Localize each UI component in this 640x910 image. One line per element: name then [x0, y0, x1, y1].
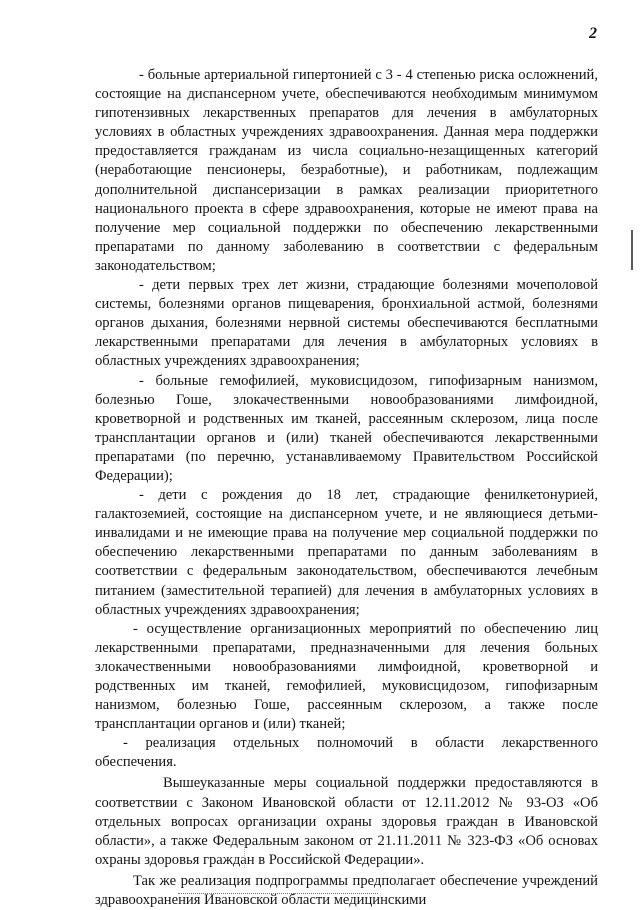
page-number: 2	[589, 25, 597, 42]
bottom-rule	[178, 893, 378, 894]
paragraph-organizational-measures: - осуществление организационных мероприятий по обеспечению лиц лекарственными препаратами, предназначенными для лечения больных злокачественными новообразованиями лимфоидной, кроветворной и родственных им тканей, гемофилией, муковисцидозом, гипофизарным нанизмом, болезнью Гоше, рассеянным склерозом, а также после трансплантации органов и (или) тканей;	[95, 620, 598, 733]
paragraph-subprogram: Так же реализация подпрограммы предполагает обеспечение учреждений здравоохранения Ивановской области медицинскими	[95, 872, 598, 909]
paragraph-hemophilia: - больные гемофилией, муковисцидозом, гипофизарным нанизмом, болезнью Гоше, злокачественными новообразованиями лимфоидной, кроветворной и родственных им тканей, рассеянным склерозом, лица после трансплантации органов и (или) тканей обеспечиваются лекарственными препаратами (по перечню, устанавливаемому Правительством Российской Федерации);	[95, 372, 598, 484]
paragraph-powers: - реализация отдельных полномочий в области лекарственного обеспечения.	[95, 735, 598, 771]
scan-edge-mark	[631, 230, 633, 270]
paragraph-hypertension: - больные артериальной гипертонией с 3 - 4 степенью риска осложнений, состоящие на диспансерном учете, обеспечиваются необходимым минимумом гипотензивных лекарственных препаратов для лечения в амбулаторных условиях в областных учреждениях здравоохранения. Данная мера поддержки предоставляется гражданам из числа социально-незащищенных категорий (неработающие пенсионеры, безработные), и работникам, подлежащим дополнительной диспансеризации в рамках реализации приоритетного национального проекта в сфере здравоохранения, которые не имеют права на получение мер социальной поддержки по обеспечению лекарственными препаратами по данному заболеванию в соответствии с федеральным законодательством;	[95, 67, 598, 274]
scan-artifact	[244, 840, 246, 868]
paragraph-legal-basis: Вышеуказанные меры социальной поддержки предоставляются в соответствии с Законом Ивановской области от 12.11.2012 № 93-ОЗ «Об отдельных вопросах организации охраны здоровья граждан в Ивановской области», а также Федеральным законом от 21.11.2011 № 323-ФЗ «Об основах охраны здоровья граждан в Российской Федерации».	[95, 775, 598, 868]
document-body	[95, 66, 598, 910]
paragraph-phenylketonuria: - дети с рождения до 18 лет, страдающие фенилкетонурией, галактоземией, состоящие на диспансерном учете, и не являющиеся детьми-инвалидами и не имеющие права на получение мер социальной поддержки по обеспечению лекарственными препаратами по данным заболеваниям в соответствии с федеральным законодательством, обеспечиваются лечебным питанием (заместительной терапией) для лечения в амбулаторных условиях в областных учреждениях здравоохранения;	[95, 487, 598, 618]
paragraph-children-under-three: - дети первых трех лет жизни, страдающие болезнями мочеполовой системы, болезнями органов пищеварения, бронхиальной астмой, болезнями органов дыхания, болезнями нервной системы обеспечиваются бесплатными лекарственными препаратами для лечения в амбулаторных условиях в областных учреждениях здравоохранения;	[95, 277, 598, 370]
